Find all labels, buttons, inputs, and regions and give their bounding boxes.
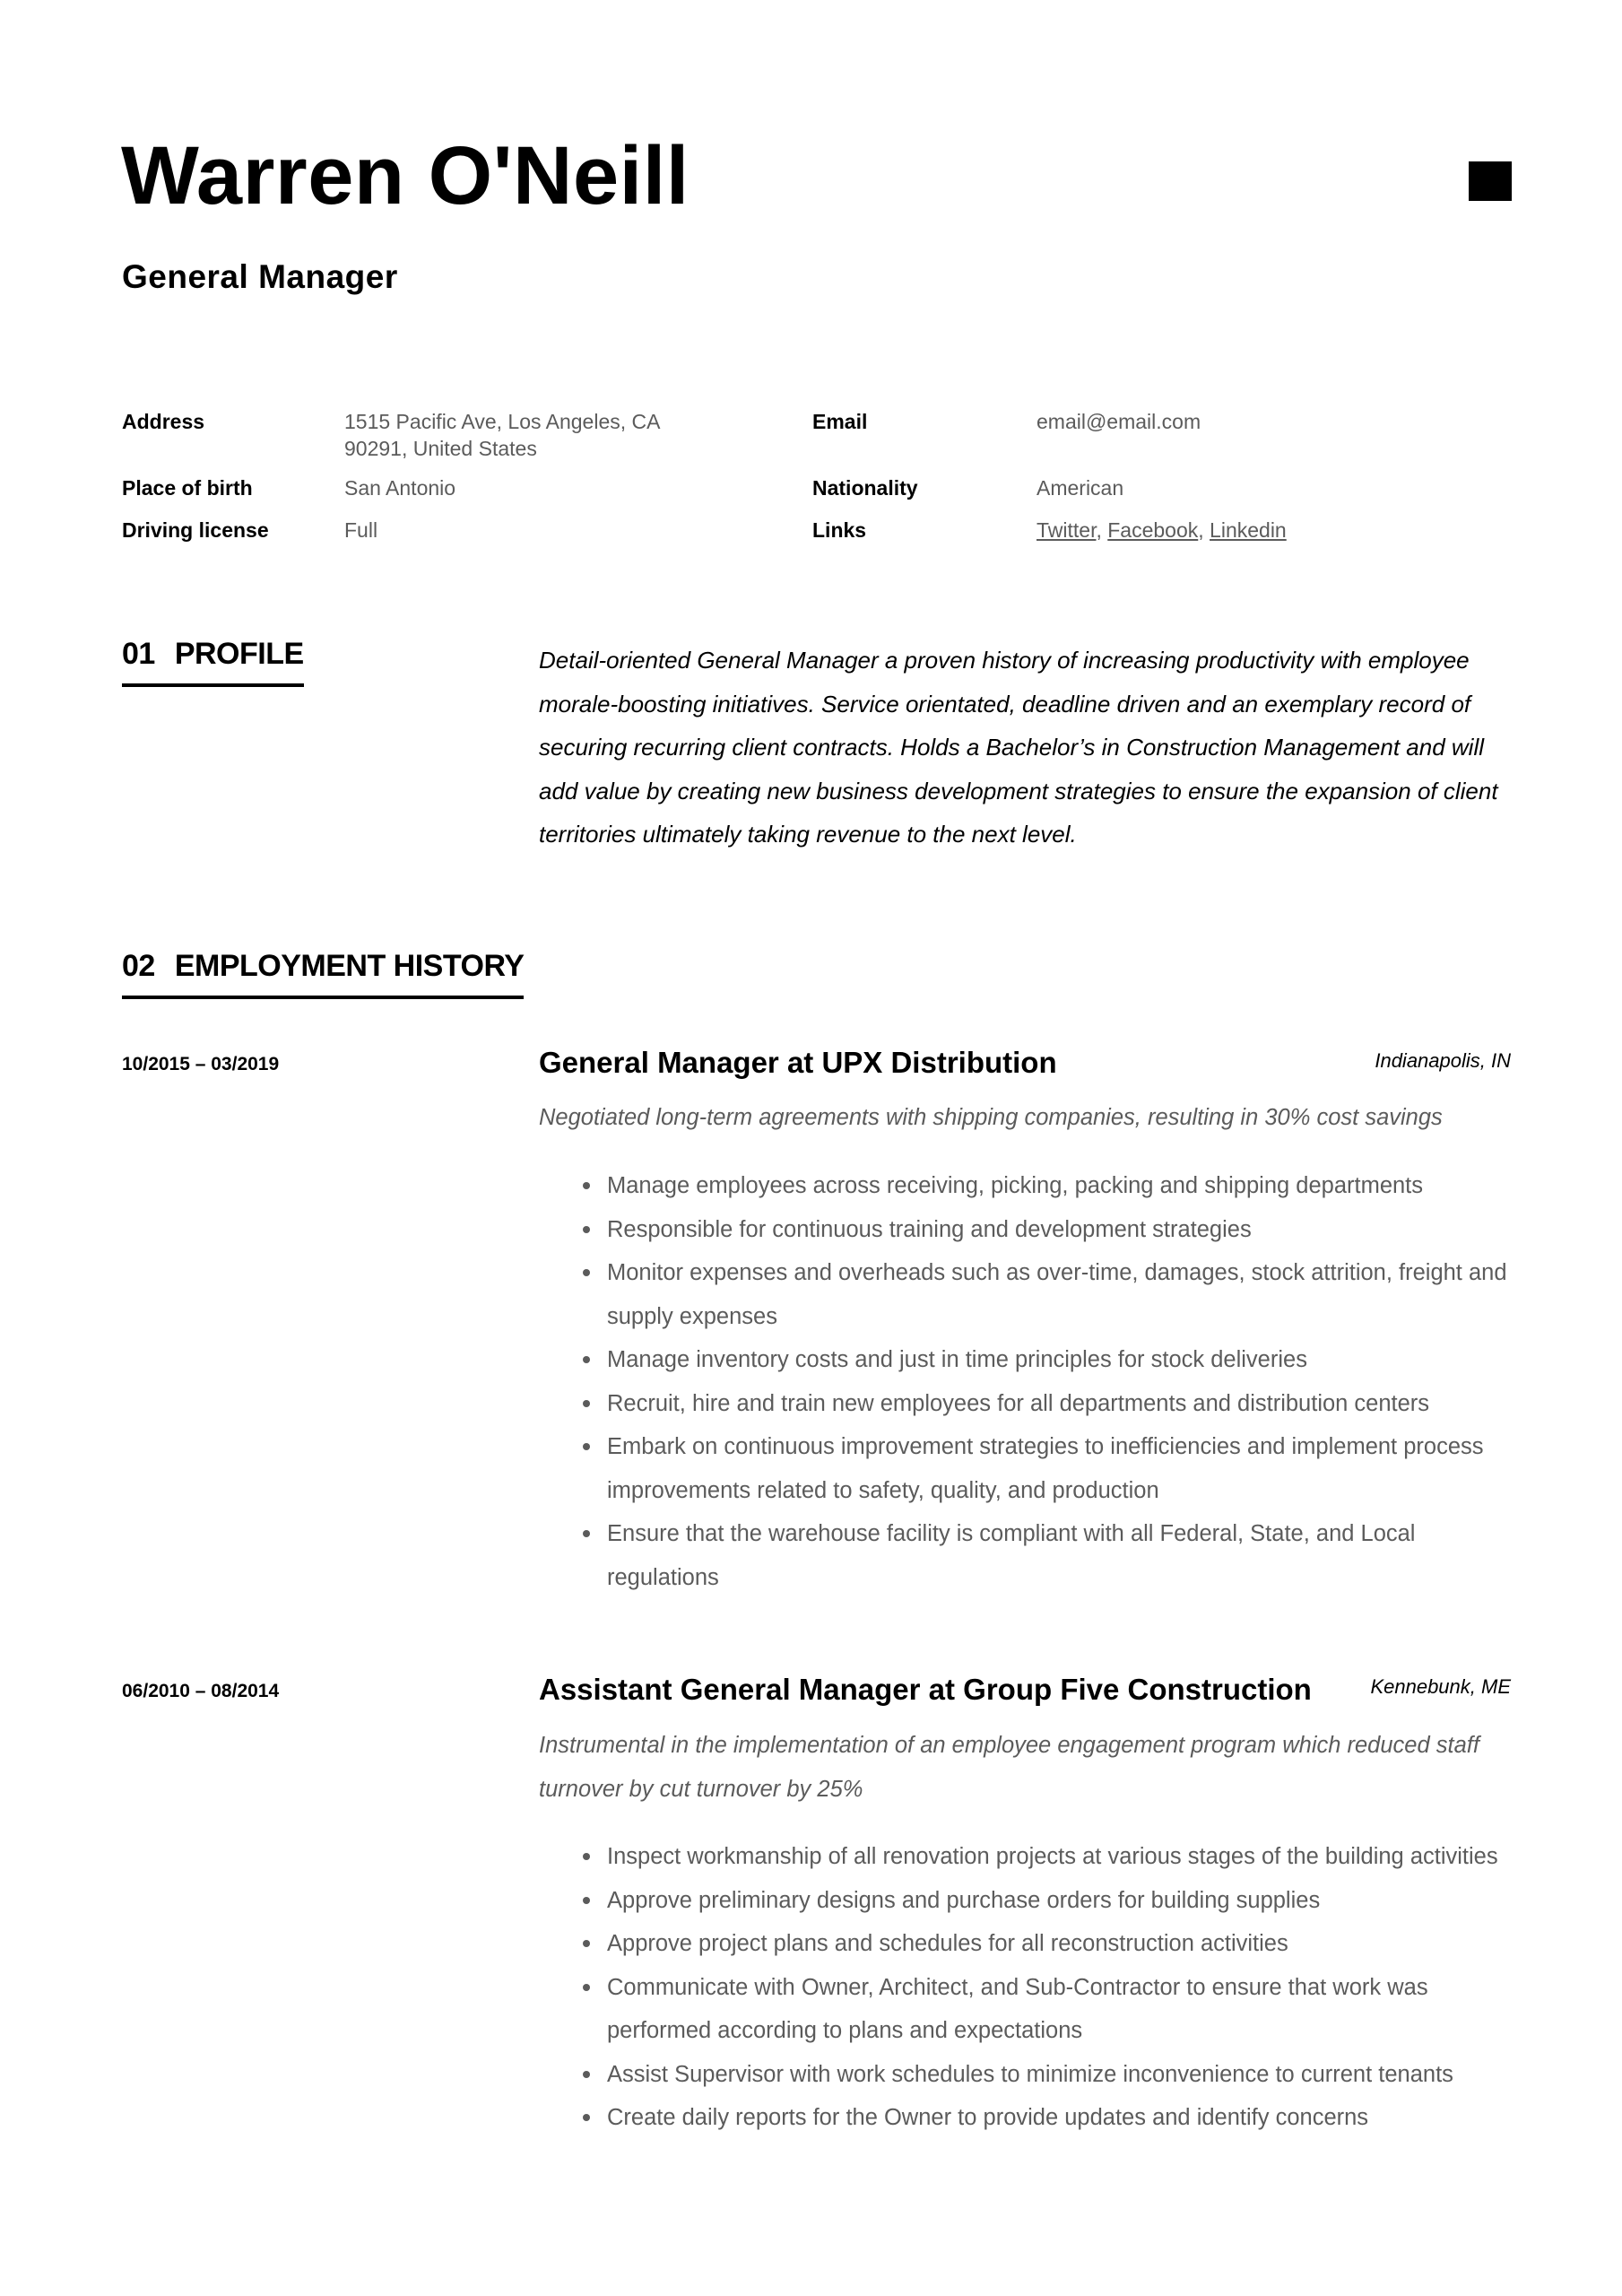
license-value: Full [344,518,378,542]
employment-section-title: EMPLOYMENT HISTORY [174,949,525,983]
job-title: Assistant General Manager at Group Five Construction [539,1673,1312,1706]
facebook-link[interactable]: Facebook [1107,518,1199,542]
list-item: Monitor expenses and overheads such as over-time, damages, stock attrition, freight and supply expenses [539,1251,1516,1338]
job-summary: Instrumental in the implementation of an employee engagement program which reduced staff turnover by cut turnover by 25% [539,1733,1479,1802]
bullet-icon [583,1940,590,1947]
list-item: Embark on continuous improvement strategies to inefficiencies and implement process improvements related to safety, quality, and production [539,1425,1516,1512]
address-value: 1515 Pacific Ave, Los Angeles, CA 90291, United States [344,410,660,460]
license-label: Driving license [122,518,269,542]
email-value: email@email.com [1037,410,1201,433]
bullet-icon [583,1530,590,1537]
birth-label: Place of birth [122,476,253,500]
bullet-icon [583,2114,590,2121]
bullet-icon [583,1356,590,1363]
bullet-icon [583,1400,590,1407]
list-item: Manage inventory costs and just in time principles for stock deliveries [539,1338,1516,1382]
nationality-value: American [1037,476,1124,500]
job-bullet-list [539,1164,1516,1599]
job-location: Indianapolis, IN [1375,1049,1511,1072]
list-item: Manage employees across receiving, picking, packing and shipping departments [539,1164,1516,1208]
profile-section-heading [122,639,304,687]
profile-section-number: 01 [122,637,155,671]
list-item: Ensure that the warehouse facility is compliant with all Federal, State, and Local regulations [539,1512,1516,1599]
candidate-name: Warren O'Neill [121,130,690,222]
employment-section-number: 02 [122,949,155,983]
list-item: Communicate with Owner, Architect, and Sub-Contractor to ensure that work was performed according to plans and expectations [539,1966,1516,2053]
bullet-icon [583,1226,590,1233]
linkedin-link[interactable]: Linkedin [1210,518,1287,542]
job-location: Kennebunk, ME [1370,1675,1511,1698]
email-label: Email [812,410,868,433]
list-item: Create daily reports for the Owner to provide updates and identify concerns [539,2096,1516,2140]
job-dates: 10/2015 – 03/2019 [122,1054,280,1074]
job-bullet-list [539,1835,1516,2140]
bullet-icon [583,1182,590,1189]
bullet-icon [583,1984,590,1991]
job-dates: 06/2010 – 08/2014 [122,1681,280,1701]
candidate-title: General Manager [122,258,398,295]
address-label: Address [122,410,205,433]
list-item: Assist Supervisor with work schedules to minimize inconvenience to current tenants [539,2053,1516,2097]
job-title: General Manager at UPX Distribution [539,1046,1057,1079]
nationality-label: Nationality [812,476,918,500]
bullet-icon [583,1897,590,1904]
list-item: Responsible for continuous training and development strategies [539,1208,1516,1252]
list-item: Inspect workmanship of all renovation projects at various stages of the building activities [539,1835,1516,1879]
bullet-icon [583,2071,590,2078]
profile-section-title: PROFILE [174,637,304,671]
list-item: Approve project plans and schedules for all reconstruction activities [539,1922,1516,1966]
employment-section-heading [122,951,524,999]
list-item: Recruit, hire and train new employees for all departments and distribution centers [539,1382,1516,1426]
black-square-icon [1469,161,1512,201]
links-label: Links [812,518,867,542]
twitter-link[interactable]: Twitter [1037,518,1097,542]
bullet-icon [583,1269,590,1276]
birth-value: San Antonio [344,476,456,500]
links-value: Twitter, Facebook, Linkedin [1037,518,1287,542]
bullet-icon [583,1443,590,1450]
bullet-icon [583,1853,590,1860]
list-item: Approve preliminary designs and purchase orders for building supplies [539,1879,1516,1923]
job-summary: Negotiated long-term agreements with shipping companies, resulting in 30% cost savings [539,1105,1443,1130]
profile-summary: Detail-oriented General Manager a proven history of increasing productivity with employee morale-boosting initiatives. Service orientated, deadline driven and an exemplary record of securing recurring client contracts. Holds a Bachelor’s in Construction Management and will add value by creating new business development strategies to ensure the expansion of client territories ultimately taking revenue to the next level. [539,647,1498,848]
